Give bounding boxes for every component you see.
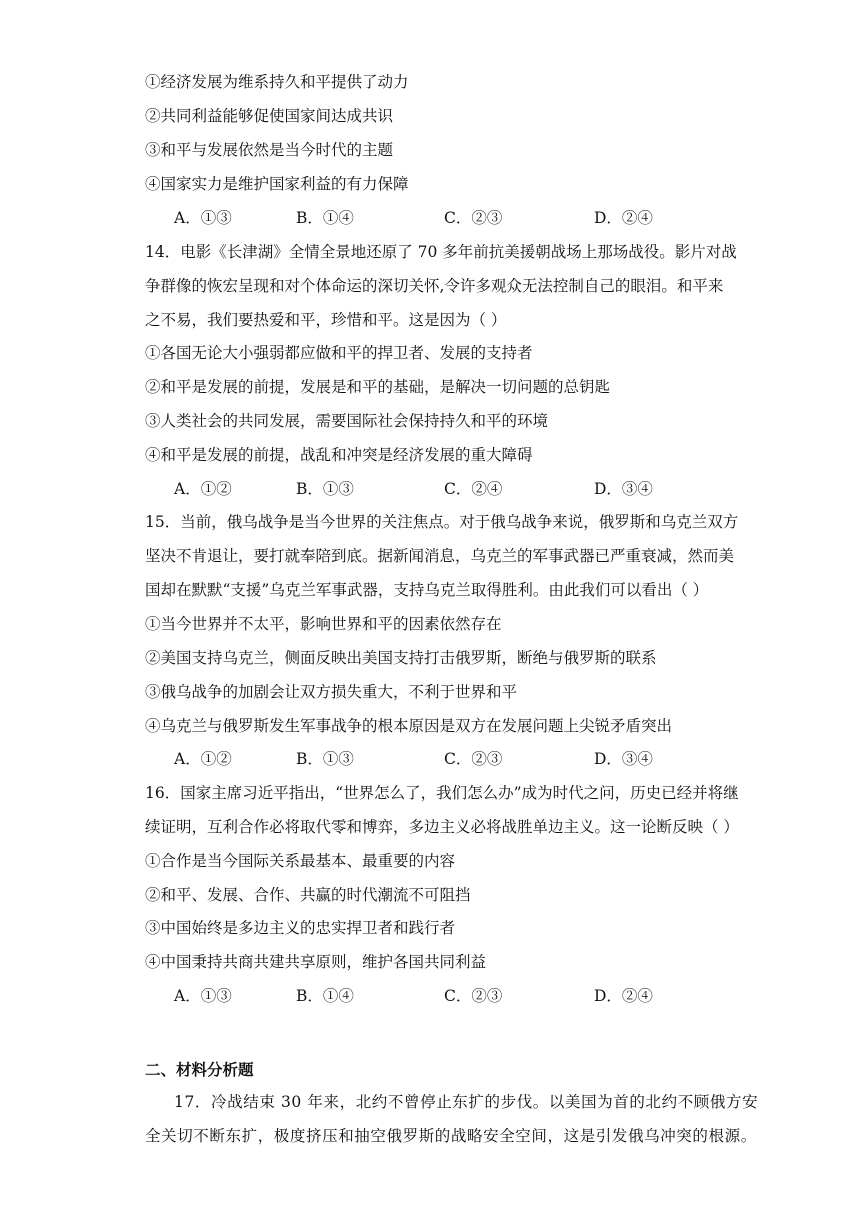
q13-option-c[interactable]: C．②③	[444, 209, 503, 227]
q14-item-4: ④和平是发展的前提，战乱和冲突是经济发展的重大障碍	[145, 446, 533, 464]
q15-option-d[interactable]: D．③④	[594, 750, 653, 768]
q14-item-3: ③人类社会的共同发展，需要国际社会保持持久和平的环境	[145, 412, 549, 430]
q14-stem-line-3: 之不易，我们要热爱和平，珍惜和平。这是因为（ ）	[145, 311, 507, 329]
q13-item-1: ①经济发展为维系持久和平提供了动力	[145, 73, 409, 91]
q13-item-4: ④国家实力是维护国家利益的有力保障	[145, 175, 409, 193]
q14-option-b[interactable]: B．①③	[296, 480, 354, 498]
q16-item-1: ①合作是当今国际关系最基本、最重要的内容	[145, 852, 456, 870]
q15-option-b[interactable]: B．①③	[296, 750, 354, 768]
q13-option-d[interactable]: D．②④	[594, 209, 653, 227]
q16-item-3: ③中国始终是多边主义的忠实捍卫者和践行者	[145, 919, 456, 937]
q13-option-a[interactable]: A．①③	[174, 209, 232, 227]
q15-item-3: ③俄乌战争的加剧会让双方损失重大，不利于世界和平	[145, 683, 518, 701]
q17-line-2: 全关切不断东扩，极度挤压和抽空俄罗斯的战略安全空间，这是引发俄乌冲突的根源。	[145, 1127, 757, 1145]
section-heading: 二、材料分析题	[145, 1061, 254, 1079]
q15-item-2: ②美国支持乌克兰，侧面反映出美国支持打击俄罗斯，断绝与俄罗斯的联系	[145, 649, 657, 667]
q16-option-d[interactable]: D．②④	[594, 987, 653, 1005]
q14-item-1: ①各国无论大小强弱都应做和平的捍卫者、发展的支持者	[145, 344, 533, 362]
q15-option-a[interactable]: A．①②	[174, 750, 232, 768]
q16-option-b[interactable]: B．①④	[296, 987, 354, 1005]
q14-stem-line-2: 争群像的恢宏呈现和对个体命运的深切关怀,令许多观众无法控制自己的眼泪。和平来	[145, 277, 724, 295]
q14-option-a[interactable]: A．①②	[174, 480, 232, 498]
q16-option-c[interactable]: C．②③	[444, 987, 503, 1005]
q14-stem-line-1: 14．电影《长津湖》全情全景地还原了 70 多年前抗美援朝战场上那场战役。影片对战	[145, 243, 737, 261]
q15-stem-line-3: 国却在默默“支援”乌克兰军事武器，支持乌克兰取得胜利。由此我们可以看出（ ）	[145, 581, 709, 599]
q15-stem-line-1: 15．当前，俄乌战争是当今世界的关注焦点。对于俄乌战争来说，俄罗斯和乌克兰双方	[145, 513, 739, 531]
q14-option-d[interactable]: D．③④	[594, 480, 653, 498]
q16-stem-line-1: 16．国家主席习近平指出，“世界怎么了，我们怎么办”成为时代之问，历史已经并将继	[145, 784, 739, 802]
q16-stem-line-2: 续证明，互利合作必将取代零和博弈，多边主义必将战胜单边主义。这一论断反映（ ）	[145, 818, 739, 836]
q15-item-1: ①当今世界并不太平，影响世界和平的因素依然存在	[145, 615, 502, 633]
q14-item-2: ②和平是发展的前提，发展是和平的基础，是解决一切问题的总钥匙	[145, 378, 611, 396]
q15-stem-line-2: 坚决不肯退让，要打就奉陪到底。据新闻消息，乌克兰的军事武器已严重衰减，然而美	[145, 547, 735, 565]
q15-item-4: ④乌克兰与俄罗斯发生军事战争的根本原因是双方在发展问题上尖锐矛盾突出	[145, 717, 673, 735]
q15-option-c[interactable]: C．②③	[444, 750, 503, 768]
q13-item-2: ②共同利益能够促使国家间达成共识	[145, 107, 394, 125]
q13-option-b[interactable]: B．①④	[296, 209, 354, 227]
q16-item-2: ②和平、发展、合作、共赢的时代潮流不可阻挡	[145, 886, 471, 904]
q16-item-4: ④中国秉持共商共建共享原则，维护各国共同利益	[145, 953, 487, 971]
q16-option-a[interactable]: A．①③	[174, 987, 232, 1005]
q17-line-1: 17．冷战结束 30 年来，北约不曾停止东扩的步伐。以美国为首的北约不顾俄方安	[174, 1093, 759, 1111]
q14-option-c[interactable]: C．②④	[444, 480, 503, 498]
q13-item-3: ③和平与发展依然是当今时代的主题	[145, 141, 394, 159]
